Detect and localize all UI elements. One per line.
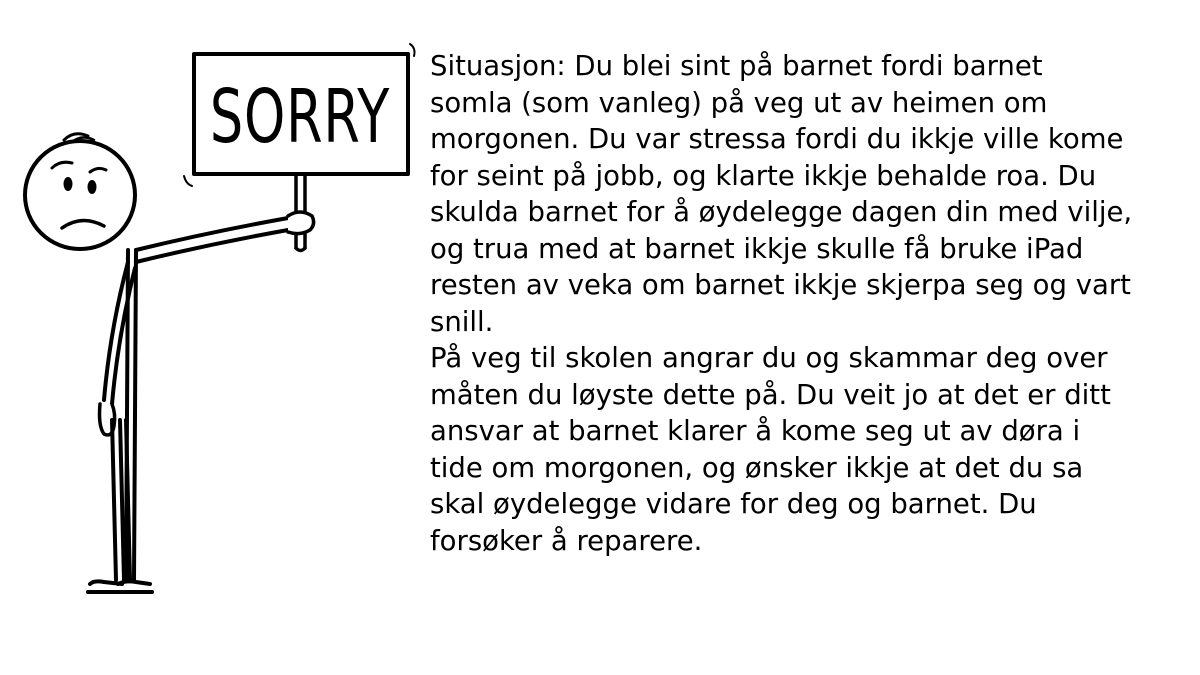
stick-figure-hanging-arm bbox=[100, 262, 136, 435]
text-line: skal øydelegge vidare for deg og barnet. Du bbox=[430, 488, 1037, 520]
stick-figure-raised-arm bbox=[136, 212, 314, 262]
text-line: Situasjon: Du blei sint på barnet fordi barnet bbox=[430, 50, 1043, 82]
stick-figure-feet bbox=[88, 581, 152, 592]
text-line: måten du løyste dette på. Du veit jo at det er ditt bbox=[430, 378, 1111, 411]
sign-text: SORRY bbox=[209, 75, 391, 161]
text-line: skulda barnet for å øydelegge dagen din med vilje, bbox=[430, 196, 1133, 228]
situation-text bbox=[430, 48, 1170, 559]
text-line: tide om morgonen, og ønsker ikkje at det du sa bbox=[430, 451, 1084, 484]
sorry-sign-stick-figure-illustration bbox=[0, 0, 430, 675]
text-line: morgonen. Du var stressa fordi du ikkje ville kome bbox=[430, 123, 1124, 155]
text-line: somla (som vanleg) på veg ut av heimen om bbox=[430, 86, 1048, 119]
text-line: På veg til skolen angrar du og skammar deg over bbox=[430, 342, 1108, 374]
text-line: forsøker å reparere. bbox=[430, 524, 703, 557]
text-line: og trua med at barnet ikkje skulle få bruke iPad bbox=[430, 232, 1084, 265]
text-line: ansvar at barnet klarer å kome seg ut av døra i bbox=[430, 415, 1081, 447]
text-line: snill. bbox=[430, 305, 494, 338]
text-line: resten av veka om barnet ikkje skjerpa seg og vart bbox=[430, 269, 1131, 301]
text-line: for seint på jobb, og klarte ikkje behalde roa. Du bbox=[430, 159, 1097, 192]
stick-figure-head bbox=[25, 134, 135, 249]
